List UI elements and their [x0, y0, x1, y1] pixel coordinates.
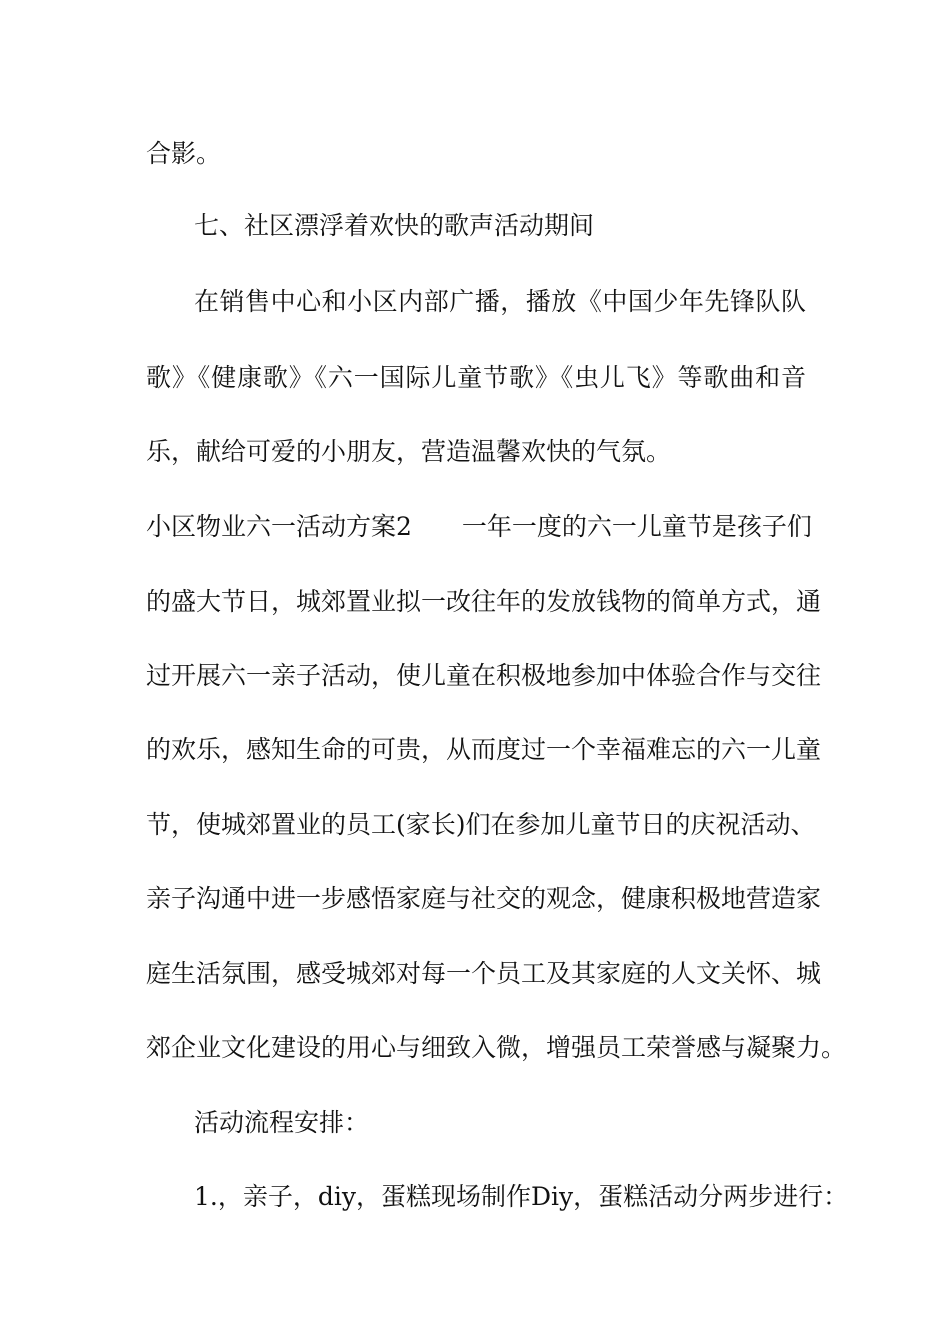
section-heading: 七、社区漂浮着欢快的歌声活动期间 [194, 211, 595, 240]
text-line: 庭生活氛围，感受城郊对每一个员工及其家庭的人文关怀、城 [146, 959, 822, 988]
text-line: 亲子沟通中进一步感悟家庭与社交的观念，健康积极地营造家 [146, 884, 822, 913]
section-heading: 活动流程安排： [194, 1108, 370, 1137]
text-line: 1.，亲子，diy，蛋糕现场制作Diy，蛋糕活动分两步进行： [194, 1182, 849, 1211]
text-line: 小区物业六一活动方案2 一年一度的六一儿童节是孩子们 [146, 512, 812, 541]
text-line: 过开展六一亲子活动，使儿童在积极地参加中体验合作与交往 [146, 661, 822, 690]
text-line: 郊企业文化建设的用心与细致入微，增强员工荣誉感与凝聚力。 [146, 1033, 847, 1062]
text-line: 的盛大节日，城郊置业拟一改往年的发放钱物的简单方式，通 [146, 587, 822, 616]
text-line: 乐，献给可爱的小朋友，营造温馨欢快的气氛。 [146, 437, 672, 466]
text-line: 节，使城郊置业的员工(家长)们在参加儿童节日的庆祝活动、 [146, 810, 816, 839]
text-line: 歌》《健康歌》《六一国际儿童节歌》《虫儿飞》等歌曲和音 [146, 363, 806, 392]
text-line: 在销售中心和小区内部广播，播放《中国少年先锋队队 [194, 287, 806, 316]
text-line: 的欢乐，感知生命的可贵，从而度过一个幸福难忘的六一儿童 [146, 735, 822, 764]
text-line: 合影。 [146, 139, 222, 168]
